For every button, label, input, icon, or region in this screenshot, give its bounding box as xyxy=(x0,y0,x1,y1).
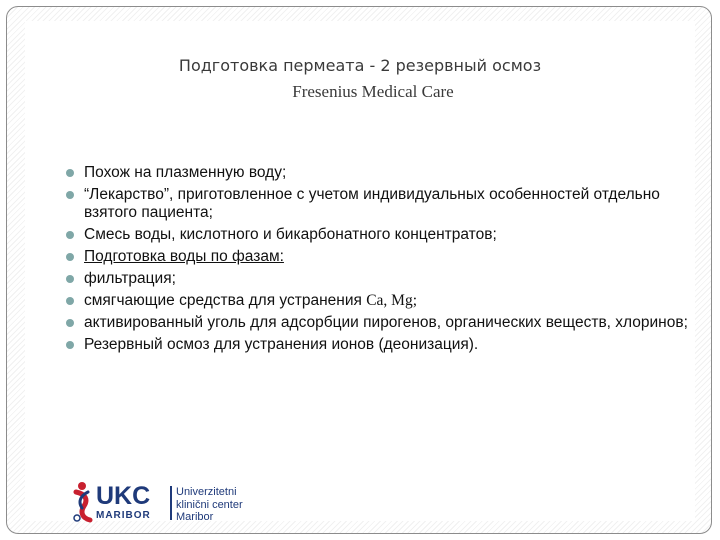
list-item xyxy=(66,186,706,222)
logo-ukc-text: UKC xyxy=(96,482,151,510)
ukc-emblem-icon xyxy=(72,480,96,524)
bullet-list xyxy=(66,164,706,358)
list-item-text: активированный уголь для адсорбции пирогенов, органических веществ, хлоринов; xyxy=(84,314,688,331)
bullet-icon xyxy=(66,341,74,349)
bullet-icon xyxy=(66,169,74,177)
list-item-text: Подготовка воды по фазам: xyxy=(84,248,284,265)
logo-divider xyxy=(170,486,172,520)
bullet-icon xyxy=(66,191,74,199)
slide-subtitle: Fresenius Medical Care xyxy=(292,82,454,101)
list-item-text: смягчающие средства для устранения xyxy=(84,292,367,309)
bullet-icon xyxy=(66,275,74,283)
list-item-text: фильтрация; xyxy=(84,270,176,287)
list-item xyxy=(66,164,706,182)
bullet-icon xyxy=(66,319,74,327)
list-item xyxy=(66,270,706,288)
list-item xyxy=(66,292,706,310)
list-item xyxy=(66,226,706,244)
bullet-icon xyxy=(66,297,74,305)
logo-line-3: Maribor xyxy=(176,511,214,523)
bullet-icon xyxy=(66,253,74,261)
list-item-text: Смесь воды, кислотного и бикарбонатного концентратов; xyxy=(84,226,497,243)
logo-line-1: Univerzitetni xyxy=(176,486,237,498)
ukc-maribor-logo xyxy=(72,480,272,524)
list-item-text: “Лекарство”, приготовленное с учетом индивидуальных особенностей отдельно взятого пациента; xyxy=(84,186,660,221)
list-item xyxy=(66,314,706,332)
list-item xyxy=(66,248,706,266)
list-item-text: Похож на плазменную воду; xyxy=(84,164,287,181)
bullet-icon xyxy=(66,231,74,239)
logo-maribor-text: MARIBOR xyxy=(96,510,151,521)
list-item-text: Резервный осмоз для устранения ионов (деонизация). xyxy=(84,336,479,353)
list-item xyxy=(66,336,706,354)
slide-title: Подготовка пермеата - 2 резервный осмоз xyxy=(178,56,542,75)
logo-line-2: klinični center xyxy=(176,499,243,511)
chemical-elements: Ca, Mg; xyxy=(366,292,418,309)
